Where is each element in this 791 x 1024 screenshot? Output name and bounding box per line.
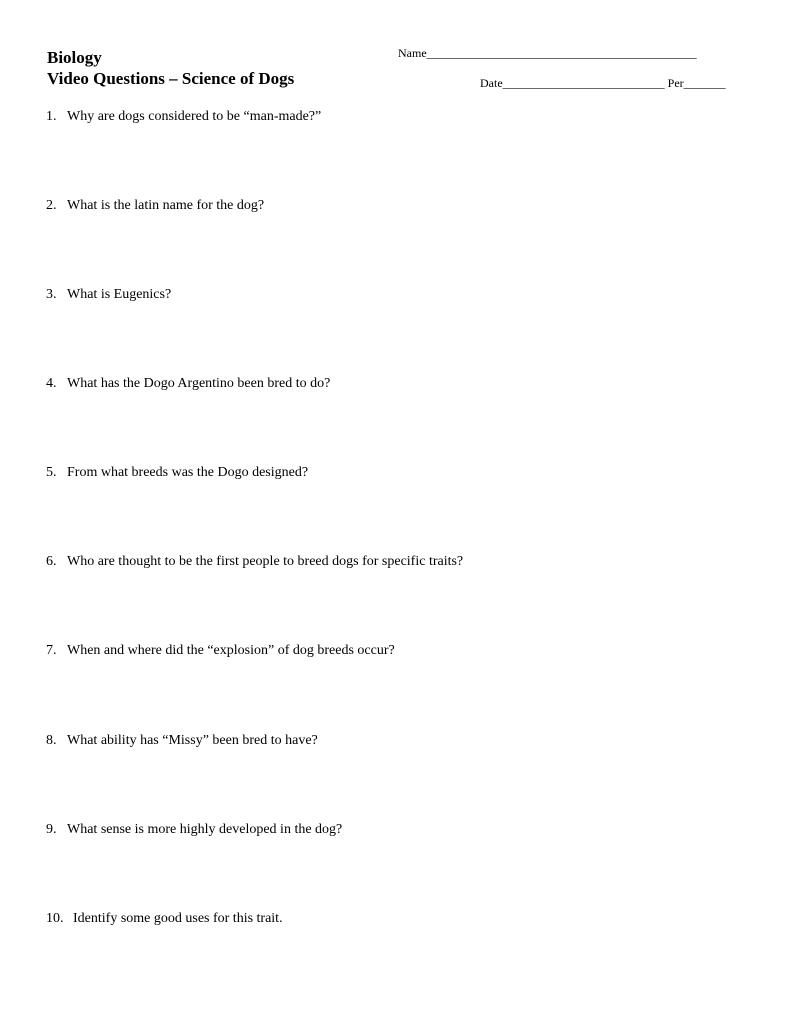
question-number: 3.: [46, 287, 57, 302]
question-7: [46, 643, 395, 659]
question-8: [46, 733, 318, 749]
question-number: 2.: [46, 198, 57, 213]
question-number: 7.: [46, 643, 57, 658]
name-blank: _____________________________________________: [426, 46, 697, 60]
question-2: [46, 198, 264, 214]
date-blank: ___________________________: [502, 76, 665, 90]
period-label: Per: [667, 76, 684, 90]
question-number: 1.: [46, 109, 57, 124]
question-text: What sense is more highly developed in the dog?: [67, 822, 343, 837]
name-label: Name: [398, 46, 427, 60]
date-period-line: [480, 76, 726, 91]
worksheet-title: Video Questions – Science of Dogs: [47, 69, 295, 88]
question-10: [46, 911, 283, 927]
name-line: [398, 46, 697, 61]
question-text: From what breeds was the Dogo designed?: [67, 465, 309, 480]
subject-heading: Biology: [47, 48, 102, 67]
question-text: What is the latin name for the dog?: [67, 198, 265, 213]
question-text: Why are dogs considered to be “man-made?”: [67, 109, 322, 124]
date-label: Date: [480, 76, 503, 90]
question-number: 5.: [46, 465, 57, 480]
question-number: 4.: [46, 376, 57, 391]
question-5: [46, 465, 308, 481]
question-number: 10.: [46, 911, 64, 926]
question-text: What has the Dogo Argentino been bred to do?: [67, 376, 331, 391]
question-number: 6.: [46, 554, 57, 569]
question-9: [46, 822, 342, 838]
question-1: [46, 109, 321, 125]
question-6: [46, 554, 463, 570]
question-3: [46, 287, 171, 303]
question-text: What ability has “Missy” been bred to have?: [67, 733, 318, 748]
period-blank: _______: [683, 76, 726, 90]
question-number: 9.: [46, 822, 57, 837]
question-text: What is Eugenics?: [67, 287, 172, 302]
question-number: 8.: [46, 733, 57, 748]
question-text: Who are thought to be the first people to breed dogs for specific traits?: [67, 554, 464, 569]
title-block: [47, 47, 294, 89]
question-text: Identify some good uses for this trait.: [73, 911, 283, 926]
question-4: [46, 376, 330, 392]
question-text: When and where did the “explosion” of dog breeds occur?: [67, 643, 395, 658]
